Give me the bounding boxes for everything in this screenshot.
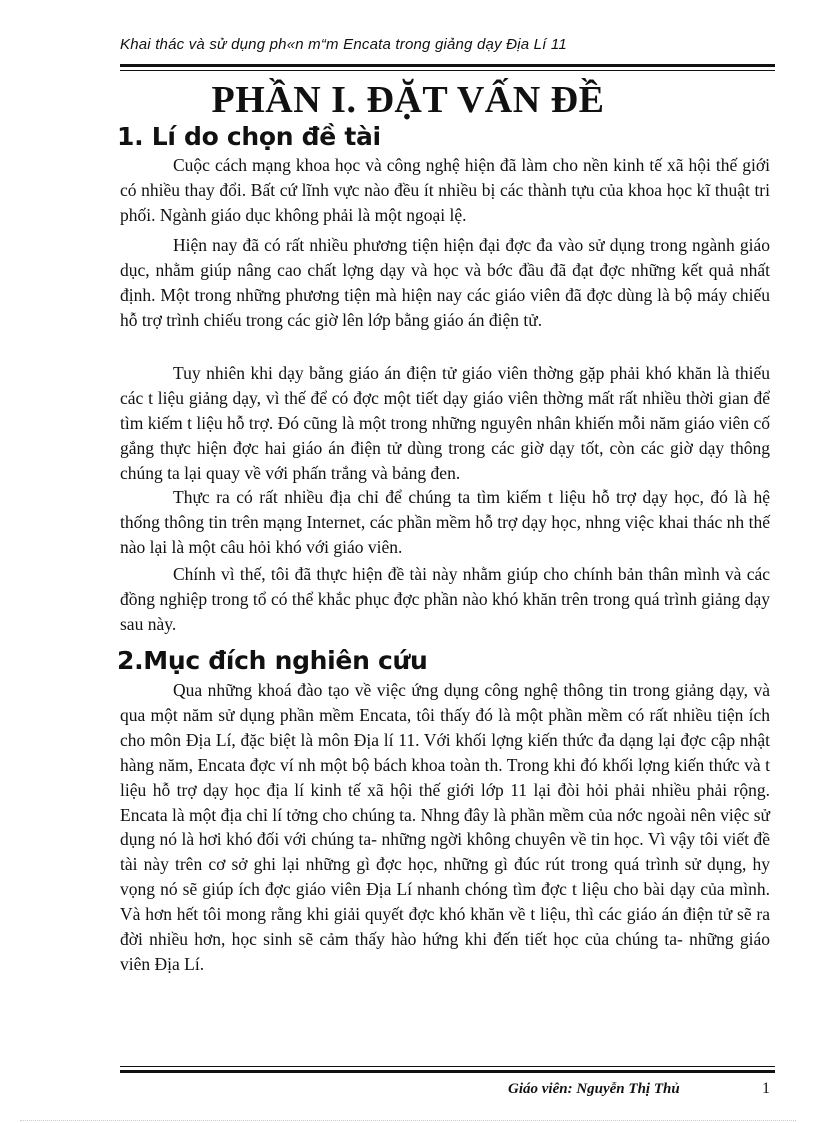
section-heading-purpose: 2.Mục đích nghiên cứu [117,646,428,675]
section-heading-reason: 1. Lí do chọn đề tài [117,122,381,151]
footer-author: Giáo viên: Nguyễn Thị Thủ [508,1081,680,1097]
footer-rule-thick [120,1070,775,1073]
header-rule-thick [120,64,775,67]
paragraph: Qua những khoá đào tạo về việc ứng dụng công nghệ thông tin trong giảng dạy, và qua một năm sử dụng phần mềm Encata, tôi thấy đó là một phần mềm có rất nhiều tiện ích cho môn Địa Lí, đặc biệt là môn Địa lí 11. Với khối lợng kiến thức đa dạng lại đợc cập nhật hàng năm, Encata đợc ví nh một bộ bách khoa toàn th. Trong khi đó khối lợng kiến thức và t liệu hỗ trợ dạy học địa lí kinh tế xã hội thế giới lớp 11 lại đòi hỏi phải nhiều phải rộng. Encata là một địa chỉ lí tởng cho chúng ta. Nhng đây là phần mềm của nớc ngoài nên việc sử dụng nó là hơi khó đối với chúng ta- những ngời không chuyên về tin học. Vì vậy tôi viết đề tài này trên cơ sở ghi lại những gì đợc học, những gì đúc rút trong quá trình sử dụng, hy vọng nó sẽ giúp ích đợc giáo viên Địa Lí nhanh chóng tìm đợc t liệu cho bài dạy của mình. Và hơn hết tôi mong rằng khi giải quyết đợc khó khăn về t liệu, thì các giáo án điện tử sẽ ra đời nhiều hơn, học sinh sẽ cảm thấy hào hứng khi đến tiết học của chúng ta- những giáo viên Địa Lí. [120,680,770,974]
paragraph: Cuộc cách mạng khoa học và công nghệ hiện đã làm cho nền kinh tế xã hội thế giới có nhiều thay đổi. Bất cứ lĩnh vực nào đều ít nhiều bị các thành tựu của khoa học kĩ thuật tri phối. Ngành giáo dục không phải là một ngoại lệ. [120,155,770,225]
running-header-title: Khai thác và sử dụng ph«n m“m Encata trong giảng dạy Địa Lí 11 [120,36,567,53]
page-edge-divider [20,1120,796,1121]
part-title: PHẦN I. ĐẶT VẤN ĐỀ [211,79,605,121]
header-rule-thin [120,70,775,71]
paragraph: Tuy nhiên khi dạy bằng giáo án điện tử giáo viên thờng gặp phải khó khăn là thiếu các t liệu giảng dạy, vì thế để có đợc một tiết dạy giáo viên thờng mất rất nhiều thời gian để tìm kiếm t liệu hỗ trợ. Đó cũng là một trong những nguyên nhân khiến mỗi năm giáo viên cố gắng thực hiện đợc hai giáo án điện tử dùng trong các giờ dạy tốt, còn các giờ dạy thông chúng ta lại quay về với phấn trắng và bảng đen. [120,363,770,483]
paragraph: Chính vì thế, tôi đã thực hiện đề tài này nhằm giúp cho chính bản thân mình và các đồng nghiệp trong tổ có thể khắc phục đợc phần nào khó khăn trên trong quá trình giảng dạy sau này. [120,564,770,634]
paragraph: Thực ra có rất nhiều địa chỉ để chúng ta tìm kiếm t liệu hỗ trợ dạy học, đó là hệ thống thông tin trên mạng Internet, các phần mềm hỗ trợ dạy học, nhng việc khai thác nh thế nào lại là một câu hỏi khó với giáo viên. [120,487,770,557]
footer-rule-thin [120,1066,775,1067]
paragraph: Hiện nay đã có rất nhiều phương tiện hiện đại đợc đa vào sử dụng trong ngành giáo dục, nhằm giúp nâng cao chất lợng dạy và học và bớc đầu đã đạt đợc những kết quả nhất định. Một trong những phương tiện mà hiện nay các giáo viên đã đợc dùng là bộ máy chiếu hỗ trợ trình chiếu trong các giờ lên lớp bằng giáo án điện tử. [120,235,770,330]
page-number: 1 [762,1080,770,1097]
